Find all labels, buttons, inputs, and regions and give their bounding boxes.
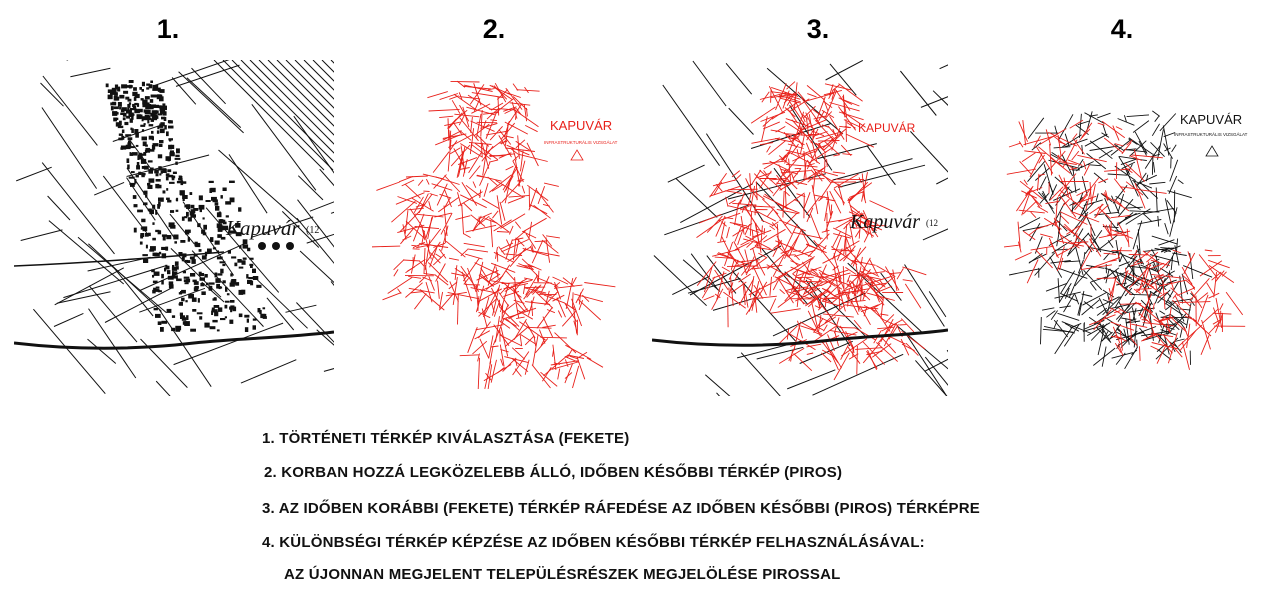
historic-map-svg <box>14 60 334 396</box>
overlay-map-svg <box>652 60 948 396</box>
difference-map <box>998 70 1256 390</box>
historic-town-label: Kapuvár <box>226 216 300 240</box>
overlay-town-number: (12 <box>926 218 938 228</box>
caption-step-1: 1. TÖRTÉNETI TÉRKÉP KIVÁLASZTÁSA (FEKETE) <box>262 430 630 447</box>
panel-number-1: 1. <box>156 14 180 44</box>
modern-map-subtitle: INFRASTRUKTURÁLIS VIZSGÁLAT <box>544 140 618 145</box>
panel-number-3: 3. <box>806 14 830 44</box>
modern-map <box>372 64 627 389</box>
panel-number-4: 4. <box>1110 14 1134 44</box>
overlay-town-label: Kapuvár <box>850 211 920 233</box>
panel-number-2: 2. <box>482 14 506 44</box>
caption-step-4-cont: AZ ÚJONNAN MEGJELENT TELEPÜLÉSRÉSZEK MEGJELÖLÉSE PIROSSAL <box>284 566 841 583</box>
modern-map-svg <box>372 64 627 389</box>
difference-map-title: KAPUVÁR <box>1180 112 1243 127</box>
caption-step-4: 4. KÜLÖNBSÉGI TÉRKÉP KÉPZÉSE AZ IDŐBEN KÉSŐBBI TÉRKÉP FELHASZNÁLÁSÁVAL: <box>262 534 925 551</box>
caption-step-3: 3. AZ IDŐBEN KORÁBBI (FEKETE) TÉRKÉP RÁFEDÉSE AZ IDŐBEN KÉSŐBBI (PIROS) TÉRKÉPRE <box>262 500 981 517</box>
difference-map-svg <box>998 70 1256 390</box>
overlay-map-title: KAPUVÁR <box>858 121 916 135</box>
historic-map <box>14 60 334 396</box>
caption-step-2: 2. KORBAN HOZZÁ LEGKÖZELEBB ÁLLÓ, IDŐBEN KÉSŐBBI TÉRKÉP (PIROS) <box>264 464 843 481</box>
difference-map-subtitle: INFRASTRUKTURÁLIS VIZSGÁLAT <box>1174 132 1248 137</box>
modern-map-title: KAPUVÁR <box>550 118 613 133</box>
overlay-map <box>652 60 948 396</box>
historic-town-number: (12 <box>306 225 320 236</box>
